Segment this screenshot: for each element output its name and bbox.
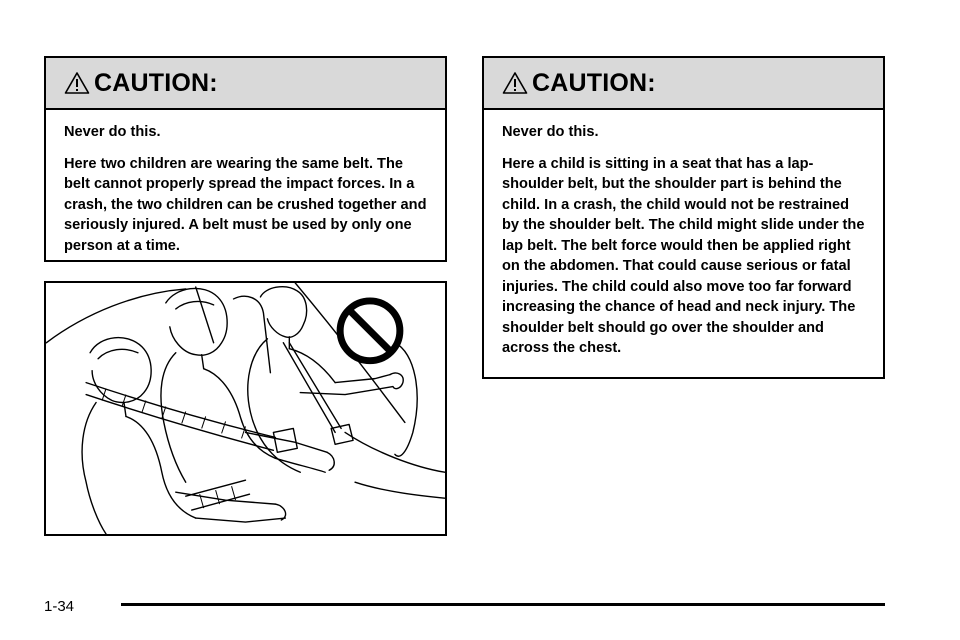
caution-header bbox=[484, 58, 883, 110]
caution-box-right bbox=[482, 56, 885, 379]
warning-triangle-icon bbox=[502, 71, 528, 95]
illustration-two-children-one-belt bbox=[44, 281, 447, 536]
footer-rule bbox=[121, 603, 885, 606]
illustration-drawing bbox=[46, 283, 445, 534]
caution-box-left bbox=[44, 56, 447, 262]
caution-body bbox=[46, 110, 445, 256]
caution-paragraph: Here a child is sitting in a seat that has a lap-shoulder belt, but the shoulder part is behind the child. In a crash, the child would not be restrained by the shoulder belt. The child might slide under the lap belt. The belt force would then be applied right on the abdomen. That could cause serious or fatal injuries. The child could also move too far forward increasing the chance of head and neck injury. The shoulder belt should go over the shoulder and across the chest. bbox=[502, 155, 865, 356]
warning-triangle-icon bbox=[64, 71, 90, 95]
caution-body bbox=[484, 110, 883, 359]
prohibition-icon bbox=[340, 301, 400, 361]
page-number: 1-34 bbox=[44, 598, 75, 615]
caution-header bbox=[46, 58, 445, 110]
caution-paragraph: Never do this. bbox=[64, 124, 161, 140]
caution-title: CAUTION: bbox=[94, 68, 218, 97]
caution-paragraph: Never do this. bbox=[502, 124, 599, 140]
caution-title: CAUTION: bbox=[532, 68, 656, 97]
caution-paragraph: Here two children are wearing the same belt. The belt cannot properly spread the impact forces. In a crash, the two children can be crushed together and seriously injured. A belt must be used by only one person at a time. bbox=[64, 155, 427, 254]
